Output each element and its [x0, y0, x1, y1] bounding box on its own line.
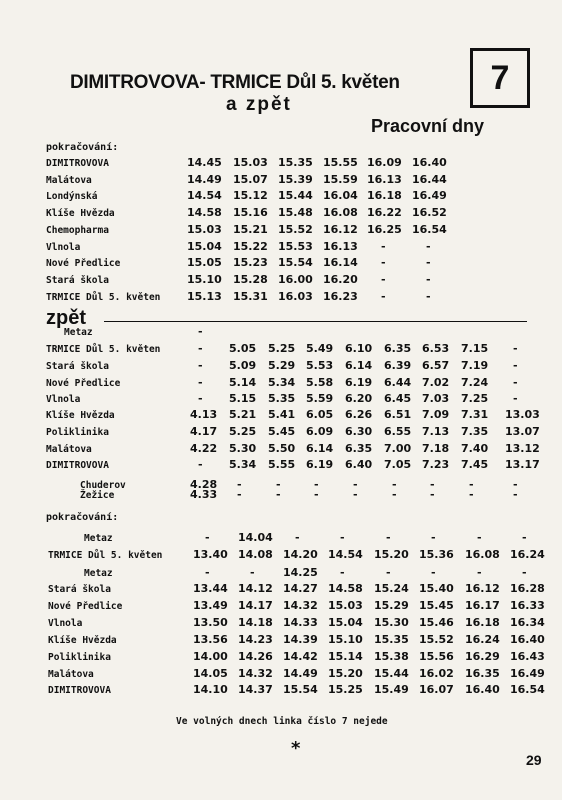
departure-time: 15.44 — [374, 667, 409, 680]
departure-time: 5.34 — [229, 458, 257, 471]
departure-time: - — [469, 488, 474, 501]
stop-name: DIMITROVOVA — [46, 460, 109, 471]
departure-time: - — [314, 488, 319, 501]
departure-time: 15.25 — [328, 683, 363, 696]
departure-time: 15.35 — [278, 156, 313, 169]
departure-time: 6.30 — [345, 425, 373, 438]
departure-time: 15.05 — [187, 256, 222, 270]
departure-time: 6.51 — [384, 408, 412, 421]
departure-time: 16.24 — [465, 633, 500, 646]
departure-time: 15.59 — [323, 172, 358, 186]
departure-time: - — [431, 566, 436, 579]
timetable-row — [0, 650, 562, 666]
timetable-row — [0, 325, 562, 341]
departure-time: 15.24 — [374, 582, 409, 595]
stop-name: Poliklinika — [46, 427, 109, 438]
stop-name: DIMITROVOVA — [46, 158, 109, 169]
departure-time: 16.25 — [367, 222, 402, 236]
departure-time: 5.05 — [229, 342, 257, 355]
timetable-row — [0, 376, 562, 392]
departure-time: 16.18 — [465, 616, 500, 629]
departure-time: 6.26 — [345, 408, 373, 421]
departure-time: 15.16 — [233, 206, 268, 220]
departure-time: 15.04 — [187, 239, 222, 253]
stop-name: TRMICE Důl 5. květen — [46, 291, 161, 303]
departure-time: 15.53 — [278, 239, 313, 253]
departure-time: 7.02 — [422, 376, 450, 389]
departure-time: 13.44 — [193, 582, 228, 595]
line-number-box: 7 — [470, 48, 530, 108]
stop-name: Metaz — [64, 327, 93, 338]
departure-time: 15.56 — [419, 650, 454, 663]
departure-time: 5.09 — [229, 359, 257, 372]
departure-time: 7.45 — [461, 458, 489, 471]
departure-time: - — [276, 478, 281, 491]
departure-time: 7.03 — [422, 392, 450, 405]
departure-time: - — [513, 478, 518, 491]
departure-time: 15.07 — [233, 172, 268, 186]
departure-time: 16.29 — [465, 650, 500, 663]
page-number: 29 — [526, 752, 542, 768]
timetable-row — [0, 392, 562, 408]
departure-time: 16.13 — [323, 239, 358, 253]
departure-time: - — [513, 342, 518, 355]
departure-time: 7.00 — [384, 442, 412, 455]
departure-time: 7.18 — [422, 442, 450, 455]
timetable-row — [0, 223, 562, 239]
departure-time: 16.03 — [278, 289, 313, 303]
timetable-row — [0, 408, 562, 424]
timetable-row — [0, 156, 562, 172]
departure-time: 14.25 — [283, 566, 318, 579]
departure-time: 4.33 — [190, 488, 218, 501]
departure-time: 6.10 — [345, 342, 373, 355]
timetable-row — [0, 458, 562, 474]
departure-time: 15.49 — [374, 683, 409, 696]
departure-time: 15.29 — [374, 599, 409, 612]
departure-time: 6.14 — [345, 359, 373, 372]
departure-time: 13.12 — [505, 442, 540, 455]
departure-time: 16.52 — [412, 206, 447, 220]
departure-time: - — [381, 272, 386, 286]
timetable-row — [0, 206, 562, 222]
departure-time: 16.54 — [412, 222, 447, 236]
departure-time: 16.24 — [510, 548, 545, 561]
departure-time: - — [353, 488, 358, 501]
departure-time: - — [237, 488, 242, 501]
departure-time: 14.39 — [283, 633, 318, 646]
departure-time: 16.18 — [367, 189, 402, 203]
departure-time: 15.28 — [233, 272, 268, 286]
timetable-row — [0, 616, 562, 632]
departure-time: 16.08 — [465, 548, 500, 561]
departure-time: - — [276, 488, 281, 501]
departure-time: 16.40 — [465, 683, 500, 696]
departure-time: 14.32 — [283, 599, 318, 612]
timetable-row — [0, 531, 562, 547]
departure-time: 15.13 — [187, 289, 222, 303]
departure-time: 14.18 — [238, 616, 273, 629]
departure-time: 6.45 — [384, 392, 412, 405]
departure-time: 15.36 — [419, 548, 454, 561]
departure-time: 5.53 — [306, 359, 334, 372]
departure-time: 7.35 — [461, 425, 489, 438]
departure-time: 6.35 — [345, 442, 373, 455]
departure-time: 15.14 — [328, 650, 363, 663]
stop-name: Vlnola — [46, 241, 81, 253]
departure-time: - — [198, 325, 203, 338]
departure-time: - — [198, 342, 203, 355]
departure-time: 7.40 — [461, 442, 489, 455]
departure-time: 16.12 — [323, 222, 358, 236]
departure-time: 14.05 — [193, 667, 228, 680]
stop-name: Vlnola — [46, 394, 81, 405]
departure-time: 14.42 — [283, 650, 318, 663]
departure-time: 6.39 — [384, 359, 412, 372]
departure-time: - — [522, 531, 527, 544]
departure-time: 15.46 — [419, 616, 454, 629]
departure-time: 16.07 — [419, 683, 454, 696]
departure-time: 16.13 — [367, 172, 402, 186]
departure-time: 7.05 — [384, 458, 412, 471]
stop-name: Metaz — [84, 568, 113, 579]
departure-time: 15.48 — [278, 206, 313, 220]
stop-name: Nové Předlice — [46, 258, 121, 270]
departure-time: - — [198, 392, 203, 405]
departure-time: 14.23 — [238, 633, 273, 646]
stop-name: Vlnola — [48, 618, 83, 629]
departure-time: - — [340, 531, 345, 544]
departure-time: - — [386, 531, 391, 544]
stop-name: Metaz — [84, 533, 113, 544]
timetable-row — [0, 359, 562, 375]
departure-time: 5.58 — [306, 376, 334, 389]
departure-time: 16.43 — [510, 650, 545, 663]
stop-name: Žežice — [80, 490, 115, 501]
departure-time: 5.34 — [268, 376, 296, 389]
stop-name: TRMICE Důl 5. květen — [48, 550, 163, 561]
departure-time: 16.09 — [367, 156, 402, 169]
timetable-row — [0, 548, 562, 564]
day-type-label: Pracovní dny — [371, 116, 485, 136]
departure-time: 13.03 — [505, 408, 540, 421]
departure-time: 14.12 — [238, 582, 273, 595]
timetable-row — [0, 425, 562, 441]
departure-time: 6.57 — [422, 359, 450, 372]
stop-name: Londýnská — [46, 191, 98, 203]
timetable-row — [0, 442, 562, 458]
departure-time: - — [250, 566, 255, 579]
departure-time: - — [522, 566, 527, 579]
departure-time: 7.25 — [461, 392, 489, 405]
departure-time: 6.40 — [345, 458, 373, 471]
departure-time: 6.14 — [306, 442, 334, 455]
departure-time: 15.20 — [328, 667, 363, 680]
departure-time: 6.35 — [384, 342, 412, 355]
departure-time: 6.05 — [306, 408, 334, 421]
star-mark: * — [291, 738, 301, 759]
departure-time: 6.19 — [306, 458, 334, 471]
departure-time: 15.54 — [278, 256, 313, 270]
departure-time: 5.49 — [306, 342, 334, 355]
departure-time: 15.20 — [374, 548, 409, 561]
departure-time: 15.23 — [233, 256, 268, 270]
departure-time: 15.52 — [419, 633, 454, 646]
continued-label-2: pokračování: — [46, 512, 119, 523]
departure-time: 7.31 — [461, 408, 489, 421]
departure-time: - — [198, 376, 203, 389]
stop-name: Klíše Hvězda — [48, 635, 117, 646]
departure-time: - — [381, 239, 386, 253]
departure-time: 13.56 — [193, 633, 228, 646]
stop-name: DIMITROVOVA — [48, 685, 111, 696]
stop-name: Stará škola — [46, 361, 109, 372]
departure-time: 15.03 — [233, 156, 268, 169]
departure-time: 16.40 — [412, 156, 447, 169]
departure-time: 16.40 — [510, 633, 545, 646]
departure-time: 6.53 — [422, 342, 450, 355]
departure-time: 14.10 — [193, 683, 228, 696]
departure-time: 16.17 — [465, 599, 500, 612]
departure-time: 15.44 — [278, 189, 313, 203]
departure-time: 5.41 — [268, 408, 296, 421]
stop-name: Stará škola — [48, 584, 111, 595]
departure-time: 5.50 — [268, 442, 296, 455]
departure-time: 16.33 — [510, 599, 545, 612]
departure-time: 15.31 — [233, 289, 268, 303]
departure-time: 5.35 — [268, 392, 296, 405]
departure-time: - — [237, 478, 242, 491]
departure-time: - — [392, 488, 397, 501]
departure-time: 7.23 — [422, 458, 450, 471]
stop-name: Poliklinika — [48, 652, 111, 663]
departure-time: - — [426, 239, 431, 253]
departure-time: 15.03 — [328, 599, 363, 612]
departure-time: - — [295, 531, 300, 544]
section-divider — [104, 321, 527, 322]
departure-time: - — [431, 531, 436, 544]
departure-time: 14.26 — [238, 650, 273, 663]
departure-time: 16.44 — [412, 172, 447, 186]
timetable-row — [0, 566, 562, 582]
departure-time: 14.20 — [283, 548, 318, 561]
departure-time: 5.29 — [268, 359, 296, 372]
departure-time: 15.45 — [419, 599, 454, 612]
departure-time: 6.19 — [345, 376, 373, 389]
departure-time: - — [513, 376, 518, 389]
departure-time: 15.22 — [233, 239, 268, 253]
timetable-row — [0, 342, 562, 358]
departure-time: 15.35 — [374, 633, 409, 646]
departure-time: - — [430, 488, 435, 501]
departure-time: - — [205, 566, 210, 579]
stop-name: Klíše Hvězda — [46, 208, 115, 220]
timetable-row — [0, 189, 562, 205]
departure-time: 7.19 — [461, 359, 489, 372]
stop-name: Chuderov — [80, 480, 126, 491]
departure-time: - — [198, 359, 203, 372]
departure-time: 14.08 — [238, 548, 273, 561]
departure-time: 15.40 — [419, 582, 454, 595]
stop-name: Malátova — [48, 669, 94, 680]
departure-time: 16.08 — [323, 206, 358, 220]
departure-time: 15.10 — [328, 633, 363, 646]
stop-name: Nové Předlice — [48, 601, 123, 612]
departure-time: 4.13 — [190, 408, 218, 421]
departure-time: 15.21 — [233, 222, 268, 236]
timetable-row — [0, 256, 562, 272]
departure-time: 14.54 — [187, 189, 222, 203]
timetable-row — [0, 582, 562, 598]
departure-time: 15.30 — [374, 616, 409, 629]
departure-time: 5.25 — [268, 342, 296, 355]
departure-time: 4.22 — [190, 442, 218, 455]
departure-time: 13.07 — [505, 425, 540, 438]
stop-name: Klíše Hvězda — [46, 410, 115, 421]
departure-time: 14.27 — [283, 582, 318, 595]
departure-time: 15.10 — [187, 272, 222, 286]
departure-time: - — [477, 566, 482, 579]
stop-name: Nové Předlice — [46, 378, 121, 389]
departure-time: - — [426, 272, 431, 286]
departure-time: 13.17 — [505, 458, 540, 471]
departure-time: - — [426, 289, 431, 303]
timetable-row — [0, 683, 562, 699]
departure-time: 14.04 — [238, 531, 273, 544]
departure-time: 16.14 — [323, 256, 358, 270]
departure-time: 16.49 — [412, 189, 447, 203]
departure-time: 14.32 — [238, 667, 273, 680]
departure-time: 7.24 — [461, 376, 489, 389]
departure-time: - — [205, 531, 210, 544]
departure-time: - — [386, 566, 391, 579]
departure-time: 15.39 — [278, 172, 313, 186]
departure-time: - — [430, 478, 435, 491]
departure-time: 16.35 — [465, 667, 500, 680]
departure-time: - — [513, 392, 518, 405]
stop-name: Stará škola — [46, 274, 109, 286]
departure-time: 7.15 — [461, 342, 489, 355]
departure-time: 5.55 — [268, 458, 296, 471]
departure-time: - — [198, 458, 203, 471]
departure-time: - — [353, 478, 358, 491]
departure-time: 14.58 — [187, 206, 222, 220]
stop-name: Malátova — [46, 444, 92, 455]
departure-time: 15.12 — [233, 189, 268, 203]
departure-time: 16.23 — [323, 289, 358, 303]
timetable-row — [0, 273, 562, 289]
departure-time: 4.17 — [190, 425, 218, 438]
departure-time: 14.17 — [238, 599, 273, 612]
departure-time: 6.44 — [384, 376, 412, 389]
departure-time: 7.13 — [422, 425, 450, 438]
timetable-row — [0, 240, 562, 256]
route-title: DIMITROVOVA- TRMICE Důl 5. květen — [70, 72, 400, 93]
departure-time: 14.49 — [187, 172, 222, 186]
departure-time: 16.02 — [419, 667, 454, 680]
departure-time: - — [469, 478, 474, 491]
departure-time: 5.59 — [306, 392, 334, 405]
departure-time: 14.37 — [238, 683, 273, 696]
departure-time: - — [426, 256, 431, 270]
departure-time: - — [340, 566, 345, 579]
departure-time: - — [381, 289, 386, 303]
departure-time: 5.21 — [229, 408, 257, 421]
footer-note: Ve volných dnech linka číslo 7 nejede — [176, 716, 388, 727]
timetable-row — [0, 633, 562, 649]
departure-time: 15.54 — [283, 683, 318, 696]
departure-time: 5.25 — [229, 425, 257, 438]
departure-time: 14.49 — [283, 667, 318, 680]
timetable-row — [0, 488, 562, 504]
departure-time: 14.54 — [328, 548, 363, 561]
departure-time: 5.45 — [268, 425, 296, 438]
departure-time: - — [513, 359, 518, 372]
departure-time: 7.09 — [422, 408, 450, 421]
stop-name: TRMICE Důl 5. květen — [46, 344, 161, 355]
continued-label-1: pokračování: — [46, 142, 119, 153]
departure-time: 4.28 — [190, 478, 218, 491]
departure-time: 16.22 — [367, 206, 402, 220]
departure-time: 13.40 — [193, 548, 228, 561]
departure-time: - — [314, 478, 319, 491]
departure-time: 16.04 — [323, 189, 358, 203]
stop-name: Malátova — [46, 174, 92, 186]
timetable-row — [0, 290, 562, 306]
departure-time: 16.28 — [510, 582, 545, 595]
stop-name: Chemopharma — [46, 224, 109, 236]
departure-time: 14.58 — [328, 582, 363, 595]
departure-time: 14.00 — [193, 650, 228, 663]
departure-time: - — [477, 531, 482, 544]
departure-time: 5.30 — [229, 442, 257, 455]
departure-time: 13.49 — [193, 599, 228, 612]
route-subtitle: a zpět — [226, 94, 292, 115]
departure-time: 5.14 — [229, 376, 257, 389]
departure-time: 14.33 — [283, 616, 318, 629]
departure-time: 16.12 — [465, 582, 500, 595]
departure-time: 13.50 — [193, 616, 228, 629]
departure-time: 15.38 — [374, 650, 409, 663]
timetable-row — [0, 173, 562, 189]
departure-time: 16.54 — [510, 683, 545, 696]
departure-time: 16.34 — [510, 616, 545, 629]
departure-time: 6.09 — [306, 425, 334, 438]
departure-time: 15.03 — [187, 222, 222, 236]
timetable-row — [0, 599, 562, 615]
departure-time: 15.52 — [278, 222, 313, 236]
departure-time: - — [381, 256, 386, 270]
return-direction-label: zpět — [46, 307, 86, 329]
departure-time: 16.49 — [510, 667, 545, 680]
timetable-row — [0, 667, 562, 683]
departure-time: 5.15 — [229, 392, 257, 405]
departure-time: 15.55 — [323, 156, 358, 169]
departure-time: - — [513, 488, 518, 501]
departure-time: 6.20 — [345, 392, 373, 405]
departure-time: 16.00 — [278, 272, 313, 286]
departure-time: 6.55 — [384, 425, 412, 438]
departure-time: - — [392, 478, 397, 491]
departure-time: 16.20 — [323, 272, 358, 286]
departure-time: 15.04 — [328, 616, 363, 629]
departure-time: 14.45 — [187, 156, 222, 169]
